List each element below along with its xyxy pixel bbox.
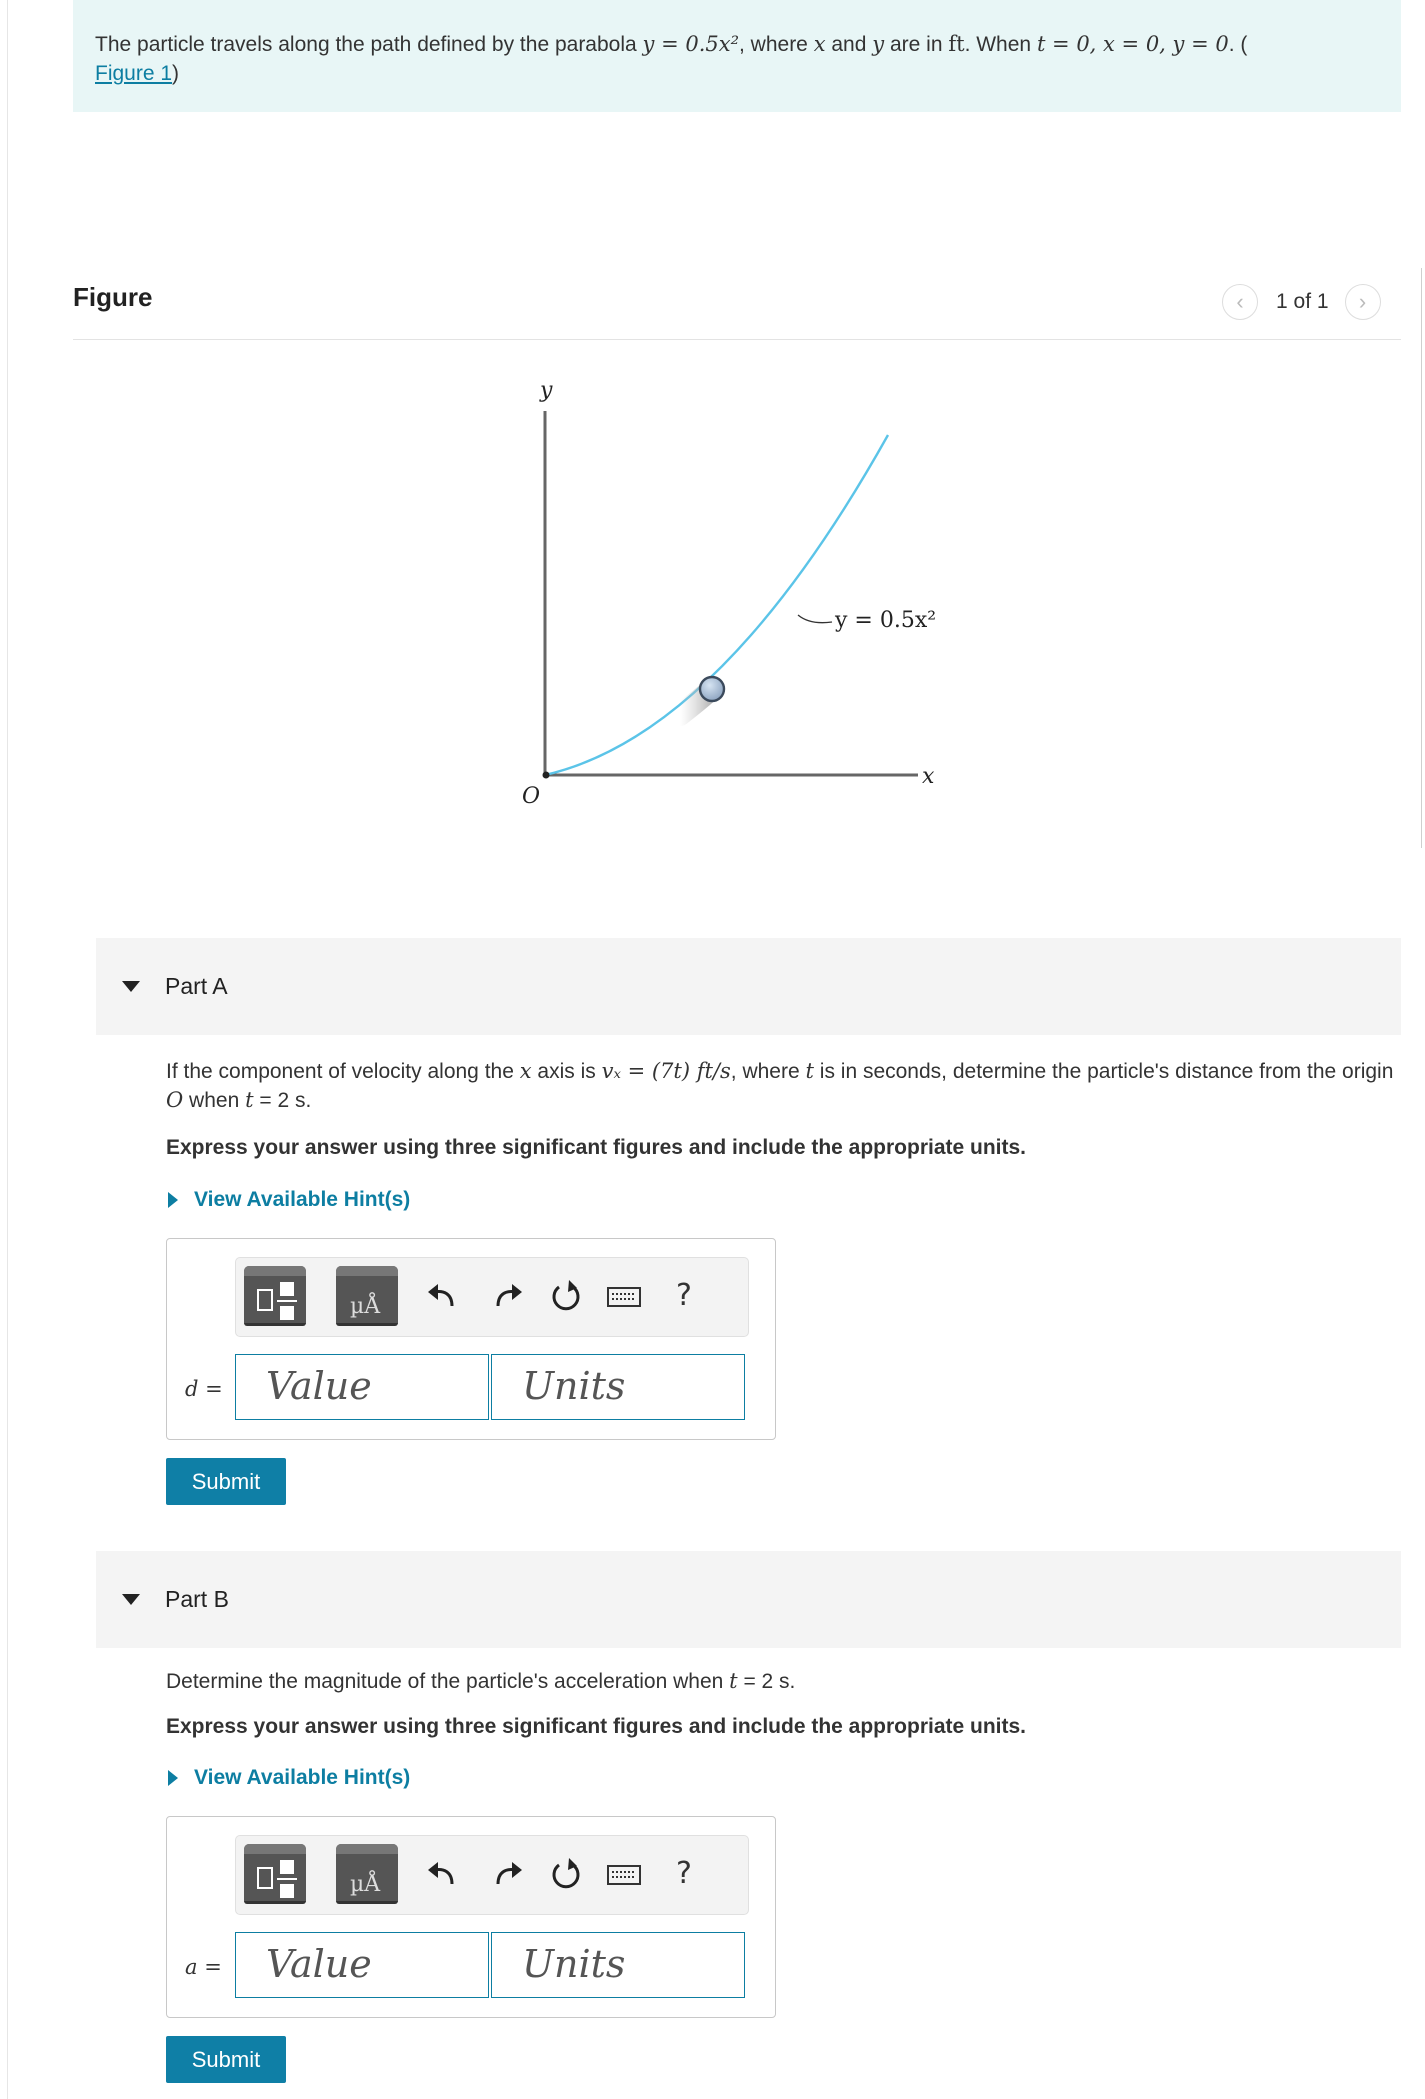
value-input[interactable]: Value — [235, 1932, 489, 1998]
reset-icon[interactable] — [546, 1276, 586, 1316]
help-icon[interactable]: ? — [676, 1856, 692, 1891]
part-a-answer-box — [166, 1238, 776, 1440]
divider — [73, 339, 1401, 340]
figure-link[interactable]: Figure 1 — [95, 62, 173, 85]
question-text: axis is — [531, 1060, 602, 1083]
question-text: , where — [730, 1060, 806, 1083]
undo-icon[interactable] — [422, 1276, 462, 1316]
units-icon[interactable] — [336, 1266, 398, 1326]
units-symbol: µÅ — [350, 1872, 381, 1897]
part-a-hint-link[interactable] — [166, 1186, 1396, 1214]
part-a-submit-button[interactable]: Submit — [166, 1458, 286, 1505]
part-a-question — [166, 1057, 1396, 1115]
hint-label: View Available Hint(s) — [194, 1188, 411, 1211]
undo-icon[interactable] — [422, 1854, 462, 1894]
units-input[interactable]: Units — [491, 1932, 745, 1998]
hint-label: View Available Hint(s) — [194, 1766, 411, 1789]
part-b-hint-link[interactable] — [166, 1764, 1396, 1792]
statement-text: . ( — [1228, 33, 1248, 56]
collapse-triangle-icon[interactable] — [122, 981, 140, 992]
statement-text: and — [825, 33, 873, 56]
expand-triangle-icon — [168, 1192, 178, 1208]
expand-triangle-icon — [168, 1770, 178, 1786]
problem-statement — [73, 0, 1401, 112]
units-symbol: µÅ — [350, 1294, 381, 1319]
question-text: when — [183, 1089, 246, 1112]
statement-text: , where — [739, 33, 814, 56]
units-input[interactable]: Units — [491, 1354, 745, 1420]
keyboard-icon[interactable] — [604, 1854, 644, 1894]
redo-icon[interactable] — [488, 1854, 528, 1894]
part-b-header[interactable] — [96, 1551, 1401, 1648]
question-text: = 2 s. — [253, 1089, 312, 1112]
part-b-instruction: Express your answer using three significant figures and include the appropriate units. — [166, 1715, 1027, 1738]
chevron-right-icon[interactable]: › — [1345, 284, 1381, 320]
var-y: y — [872, 32, 885, 56]
redo-icon[interactable] — [488, 1276, 528, 1316]
part-b-question — [166, 1667, 1396, 1696]
unit-ft: ft — [948, 32, 965, 56]
left-border — [7, 0, 8, 2099]
statement-text: The particle travels along the path defined by the parabola — [95, 33, 643, 56]
math-toolbar — [235, 1257, 749, 1337]
velocity-expression: vₓ = (7t) ft/s — [601, 1059, 731, 1083]
question-text: is in seconds, determine the particle's distance from the origin — [813, 1060, 1394, 1083]
figure-title: Figure — [73, 282, 153, 312]
axis-x-label: x — [922, 764, 935, 789]
question-text: = 2 s. — [737, 1670, 796, 1693]
part-b-answer-box — [166, 1816, 776, 2018]
question-text: If the component of velocity along the — [166, 1060, 520, 1083]
value-input[interactable]: Value — [235, 1354, 489, 1420]
figure-pager — [1222, 284, 1381, 320]
right-scroll-edge — [1421, 268, 1422, 848]
math-toolbar — [235, 1835, 749, 1915]
part-a-label: Part A — [165, 973, 228, 999]
variable-label: a = — [185, 1955, 222, 1979]
origin-label: O — [522, 784, 541, 809]
chevron-left-icon[interactable]: ‹ — [1222, 284, 1258, 320]
collapse-triangle-icon[interactable] — [122, 1594, 140, 1605]
axis-y-label: y — [540, 378, 553, 403]
part-b-submit-button[interactable]: Submit — [166, 2036, 286, 2083]
part-a-header[interactable] — [96, 938, 1401, 1035]
part-b-label: Part B — [165, 1586, 229, 1612]
statement-text: . When — [964, 33, 1037, 56]
parabola-curve — [545, 435, 888, 775]
var-x: x — [813, 32, 826, 56]
path-equation: y = 0.5x² — [642, 32, 739, 56]
curve-label: y = 0.5x² — [835, 608, 937, 633]
question-text: Determine the magnitude of the particle's acceleration when — [166, 1670, 730, 1693]
statement-text: ) — [172, 62, 180, 85]
reset-icon[interactable] — [546, 1854, 586, 1894]
var-t: t — [805, 1059, 814, 1083]
variable-label: d = — [185, 1377, 223, 1401]
units-icon[interactable] — [336, 1844, 398, 1904]
var-t: t — [245, 1088, 254, 1112]
label-leader — [798, 615, 832, 623]
initial-conditions: t = 0, x = 0, y = 0 — [1036, 32, 1229, 56]
figure-counter: 1 of 1 — [1276, 290, 1329, 313]
var-t: t — [729, 1669, 738, 1693]
particle — [700, 677, 724, 701]
parabola-figure — [480, 375, 980, 815]
var-o: O — [166, 1088, 184, 1112]
templates-icon[interactable] — [244, 1266, 306, 1326]
keyboard-icon[interactable] — [604, 1276, 644, 1316]
part-a-instruction: Express your answer using three significant figures and include the appropriate units. — [166, 1136, 1027, 1159]
statement-text: are in — [884, 33, 949, 56]
templates-icon[interactable] — [244, 1844, 306, 1904]
origin-point — [543, 772, 550, 779]
var-x: x — [519, 1059, 532, 1083]
help-icon[interactable]: ? — [676, 1278, 692, 1313]
